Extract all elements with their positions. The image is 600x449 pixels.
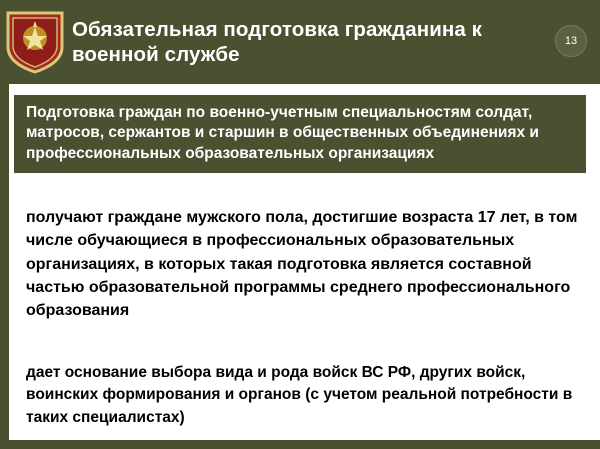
main-paragraph-block: получают граждане мужского пола, достигшие возраста 17 лет, в том числе обучающиеся в профессиональных образовательных организациях, в которых такая подготовка является составной частью образовательной программы среднего профессионального образования bbox=[26, 209, 578, 320]
final-paragraph-block: дает основание выбора вида и рода войск ВС РФ, других войск, воинских формирования и органов (с учетом реальной потребности в таких специалистах) bbox=[26, 364, 573, 426]
military-emblem-icon bbox=[4, 9, 66, 75]
page-title: Обязательная подготовка гражданина к военной службе bbox=[72, 18, 483, 66]
slide-body bbox=[0, 84, 600, 449]
bottom-accent-bar bbox=[0, 440, 600, 449]
slide-number-badge: 13 bbox=[555, 25, 587, 57]
highlight-text-block: Подготовка граждан по военно-учетным специальностям солдат, матросов, сержантов и старшин в общественных объединениях и профессиональных образовательных организациях bbox=[14, 95, 586, 173]
slide-header bbox=[0, 0, 600, 84]
left-accent-bar bbox=[0, 84, 9, 449]
